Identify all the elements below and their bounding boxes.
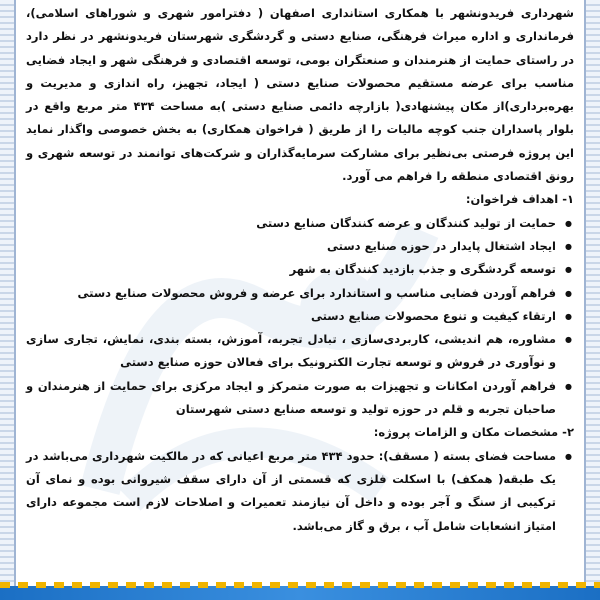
list-item: ● توسعه گردشگری و جذب بازدید کنندگان به شهر	[26, 258, 574, 281]
bottom-decorative-band	[0, 586, 600, 600]
location-list	[26, 445, 574, 538]
list-item: ● فراهم آوردن امکانات و تجهیزات به صورت متمرکز و ایجاد مرکزی برای حمایت از هنرمندان و صاحبان تجربه و قلم در حوزه تولید و توسعه صنایع دستی شهرستان	[26, 375, 574, 422]
intro-paragraph: شهرداری فریدونشهر با همکاری استانداری اصفهان ( دفترامور شهری و شوراهای اسلامی)، فرمانداری و اداره میراث فرهنگی، صنایع دستی و گردشگری شهرستان فریدونشهر در نظر دارد در راستای حمایت از هنرمندان و صنعتگران بومی، توسعه اقتصادی و فرهنگی شهر و ایجاد فضایی مناسب برای عرضه مستقیم محصولات صنایع دستی ( ایجاد، تجهیز، راه اندازی و مدیریت و بهره‌برداری)از مکان پیشنهادی( بازارچه دائمی صنایع دستی )به مساحت ۴۳۴ متر مربع واقع در بلوار پاسداران جنب کوچه مالیات را از طریق ( فراخوان همکاری) به بخش خصوصی واگذار نماید این پروژه فرصتی بی‌نظیر برای مشارکت سرمایه‌گذاران و شرکت‌های توانمند در توسعه شهری و رونق اقتصادی منطقه را فراهم می آورد.	[26, 6, 575, 184]
bottom-band-pattern	[0, 582, 600, 588]
goals-list	[26, 212, 574, 422]
list-item: ● ارتقاء کیفیت و تنوع محصولات صنایع دستی	[26, 305, 574, 328]
document-body	[26, 2, 574, 538]
list-item: ● حمایت از تولید کنندگان و عرضه کنندگان صنایع دستی	[26, 212, 574, 235]
section-location-title: ۲- مشخصات مکان و الزامات پروژه:	[373, 425, 574, 440]
section-goals-title: ۱- اهداف فراخوان:	[465, 192, 574, 207]
right-decorative-border	[584, 0, 600, 600]
list-item: ● فراهم آوردن فضایی مناسب و استاندارد برای عرضه و فروش محصولات صنایع دستی	[26, 282, 574, 305]
list-item: ● مشاوره، هم اندیشی، کاربردی‌سازی ، تبادل تجربه، آموزش، بسته بندی، نمایش، تجاری سازی و نوآوری در فروش و توسعه تجارت الکترونیک برای فعالان حوزه صنایع دستی	[26, 328, 574, 375]
list-item: ● مساحت فضای بسته ( مسقف): حدود ۴۳۴ متر مربع اعیانی که در مالکیت شهرداری می‌باشد در یک طبقه( همکف) با اسکلت فلزی که قسمتی از آن دارای سقف شیروانی بوده و نمای آن ترکیبی از سنگ و آجر بوده و داخل آن نیازمند تعمیرات و اصلاحات لازم است مجموعه دارای امتیاز انشعابات شامل آب ، برق و گاز می‌باشد.	[26, 445, 574, 538]
left-decorative-border	[0, 0, 16, 600]
list-item: ● ایجاد اشتغال پایدار در حوزه صنایع دستی	[26, 235, 574, 258]
